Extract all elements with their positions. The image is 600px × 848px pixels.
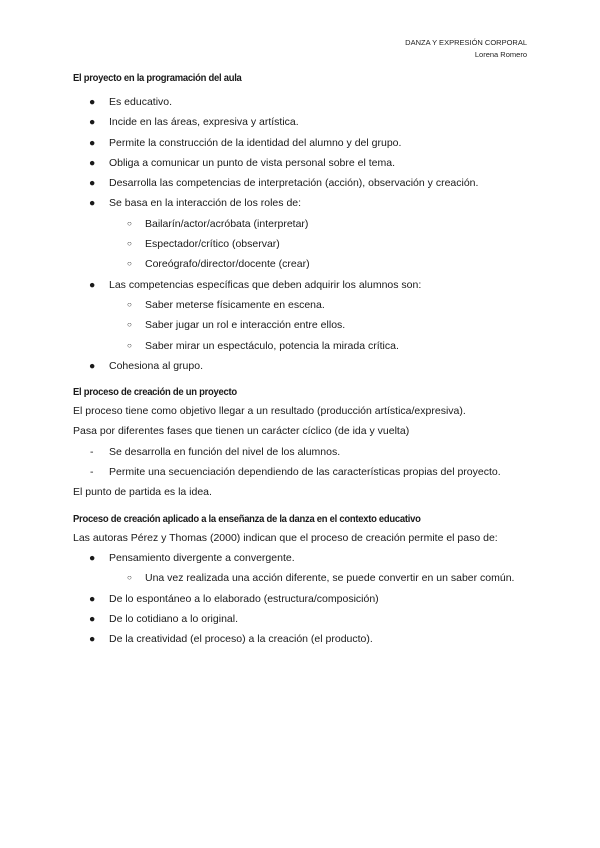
list-item-text: Se basa en la interacción de los roles de: (109, 197, 302, 210)
bullet-icon: ● (89, 116, 96, 129)
bullet-icon: ● (89, 136, 96, 149)
list-item-text: Coreógrafo/director/docente (crear) (145, 258, 310, 271)
list-item-text: Una vez realizada una acción diferente, se puede convertir en un saber común. (145, 572, 515, 585)
sub-list-item (73, 295, 533, 315)
list-item-text: Incide en las áreas, expresiva y artística. (109, 116, 299, 129)
sub-list-item (73, 234, 533, 254)
list-item (73, 173, 533, 193)
circle-bullet-icon: ○ (127, 239, 132, 249)
bullet-icon: ● (89, 612, 96, 625)
list-item-text: De la creatividad (el proceso) a la creación (el producto). (109, 633, 373, 646)
sub-list-item (73, 336, 533, 356)
document-body (73, 72, 533, 649)
circle-bullet-icon: ○ (127, 573, 132, 583)
list-item (73, 112, 533, 132)
bullet-icon: ● (89, 177, 96, 190)
list-item-text: De lo cotidiano a lo original. (109, 612, 238, 625)
list-item-text: Las competencias específicas que deben adquirir los alumnos son: (109, 278, 422, 291)
dash-list-item (73, 442, 533, 462)
header-course-title: DANZA Y EXPRESIÓN CORPORAL (405, 38, 527, 47)
list-item (73, 193, 533, 213)
bullet-icon: ● (89, 156, 96, 169)
list-item-text: Espectador/crítico (observar) (145, 238, 280, 251)
list-item (73, 92, 533, 112)
paragraph: El punto de partida es la idea. (73, 486, 212, 499)
bullet-icon: ● (89, 633, 96, 646)
section-heading: Proceso de creación aplicado a la enseñanza de la danza en el contexto educativo (73, 512, 421, 525)
bullet-icon: ● (89, 592, 96, 605)
bullet-icon: ● (89, 551, 96, 564)
dash-icon: - (90, 466, 94, 479)
list-item-text: Desarrolla las competencias de interpretación (acción), observación y creación. (109, 177, 479, 190)
list-item-text: Saber jugar un rol e interacción entre ellos. (145, 319, 346, 332)
paragraph: Las autoras Pérez y Thomas (2000) indican que el proceso de creación permite el paso de: (73, 531, 498, 544)
circle-bullet-icon: ○ (127, 218, 132, 228)
section-heading: El proyecto en la programación del aula (73, 72, 242, 84)
list-item (73, 548, 533, 568)
list-item (73, 609, 533, 629)
list-item-text: Obliga a comunicar un punto de vista personal sobre el tema. (109, 156, 395, 169)
bullet-icon: ● (89, 197, 96, 210)
list-item-text: Cohesiona al grupo. (109, 359, 203, 372)
list-item (73, 629, 533, 649)
list-item-text: Saber meterse físicamente en escena. (145, 298, 325, 311)
list-item (73, 133, 533, 153)
circle-bullet-icon: ○ (127, 299, 132, 309)
list-item-text: Permite una secuenciación dependiendo de las características propias del proyecto. (109, 466, 501, 479)
circle-bullet-icon: ○ (127, 320, 132, 330)
header-author: Lorena Romero (474, 50, 527, 59)
list-item (73, 356, 533, 376)
list-item (73, 275, 533, 295)
list-item (73, 153, 533, 173)
section-heading: El proceso de creación de un proyecto (73, 386, 237, 399)
list-item-text: Se desarrolla en función del nivel de los alumnos. (109, 445, 341, 458)
dash-list-item (73, 462, 533, 482)
list-item-text: De lo espontáneo a lo elaborado (estructura/composición) (109, 592, 379, 605)
list-item-text: Permite la construcción de la identidad del alumno y del grupo. (109, 136, 402, 149)
sub-list-item (73, 214, 533, 234)
bullet-icon: ● (89, 96, 96, 108)
circle-bullet-icon: ○ (127, 340, 132, 350)
paragraph: Pasa por diferentes fases que tienen un carácter cíclico (de ida y vuelta) (73, 425, 410, 438)
page-header (405, 37, 527, 61)
list-item-text: Saber mirar un espectáculo, potencia la mirada crítica. (145, 339, 399, 352)
sub-list-item (73, 315, 533, 335)
paragraph: El proceso tiene como objetivo llegar a un resultado (producción artística/expresiva). (73, 405, 466, 418)
sub-list-item (73, 568, 533, 588)
list-item-text: Pensamiento divergente a convergente. (109, 551, 295, 564)
bullet-icon: ● (89, 359, 96, 372)
list-item-text: Bailarín/actor/acróbata (interpretar) (145, 217, 309, 230)
dash-icon: - (90, 445, 94, 458)
sub-list-item (73, 254, 533, 274)
circle-bullet-icon: ○ (127, 259, 132, 269)
list-item (73, 589, 533, 609)
bullet-icon: ● (89, 278, 96, 291)
list-item-text: Es educativo. (109, 96, 173, 108)
